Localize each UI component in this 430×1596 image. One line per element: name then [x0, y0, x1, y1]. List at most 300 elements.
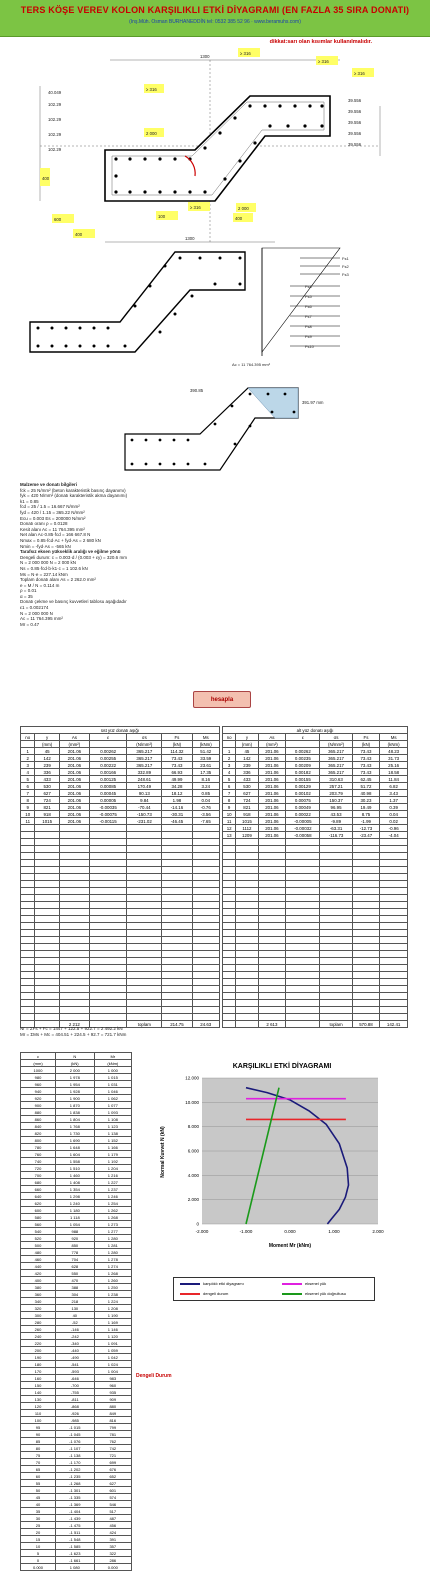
empty-cell [192, 951, 219, 958]
table-cell: 1.98 [162, 797, 192, 804]
table-cell: 8.16 [192, 776, 219, 783]
total-label: toplam [320, 1021, 352, 1028]
empty-cell [352, 937, 380, 944]
table-cell: 3 [223, 762, 236, 769]
empty-cell [236, 937, 258, 944]
table-row [21, 1214, 132, 1221]
empty-cell [352, 867, 380, 874]
empty-cell [380, 979, 408, 986]
empty-cell [236, 923, 258, 930]
empty-cell [89, 860, 126, 867]
empty-cell [35, 979, 59, 986]
table-row [21, 1424, 132, 1431]
table-cell: 65 [21, 1466, 56, 1473]
table-cell: 1015 [35, 818, 59, 825]
table-cell: 627 [236, 790, 258, 797]
table-cell: 142 [236, 755, 258, 762]
empty-cell [352, 951, 380, 958]
table-cell: 50 [21, 1487, 56, 1494]
table-cell: 627 [94, 1480, 131, 1487]
table-cell: 620 [21, 1200, 56, 1207]
table-cell: 1 273 [94, 1221, 131, 1228]
empty-cell [21, 874, 35, 881]
table-cell: 48.23 [380, 748, 408, 755]
col-header: ε [89, 734, 126, 741]
table-cell: 1 123 [94, 1123, 131, 1130]
empty-cell [162, 1000, 192, 1007]
empty-cell [223, 839, 236, 846]
empty-cell [89, 832, 126, 839]
table-cell: 201.06 [258, 783, 286, 790]
table-cell: 0.00262 [89, 748, 126, 755]
table-cell: 0.00209 [286, 762, 320, 769]
title-bar [0, 0, 430, 37]
empty-cell [59, 874, 89, 881]
empty-cell [59, 1007, 89, 1014]
legend-swatch [180, 1293, 200, 1295]
table-cell: 724 [236, 797, 258, 804]
param-line: e = M / N = 0.114 m [20, 582, 60, 588]
table-cell: 201.06 [258, 818, 286, 825]
empty-cell [21, 881, 35, 888]
table-cell: 201.06 [59, 818, 89, 825]
empty-cell [320, 874, 352, 881]
table-row [21, 1529, 132, 1536]
empty-cell [380, 874, 408, 881]
table-cell: -490 [56, 1354, 95, 1361]
table-cell: -700 [56, 1382, 95, 1389]
empty-cell [236, 993, 258, 1000]
table-row [21, 1375, 132, 1382]
table-row [21, 1270, 132, 1277]
empty-row [223, 951, 408, 958]
table-row [21, 1557, 132, 1564]
table-cell: 73.43 [352, 748, 380, 755]
table-row [21, 1361, 132, 1368]
empty-cell [162, 853, 192, 860]
table-cell: 480 [21, 1249, 56, 1256]
table-row [223, 818, 408, 825]
table-row [21, 1221, 132, 1228]
table-row [21, 1340, 132, 1347]
table-cell: 721 [94, 1452, 131, 1459]
svg-text:Fs3: Fs3 [342, 272, 349, 277]
empty-cell [162, 958, 192, 965]
table-cell: 1 062 [94, 1095, 131, 1102]
empty-row [21, 951, 220, 958]
table-cell: 546 [94, 1501, 131, 1508]
param-line: Net alan Ac·0.85·fcd = 166 667.8 N [20, 532, 91, 538]
svg-text:Fs9: Fs9 [305, 334, 312, 339]
table-cell: 201.06 [258, 811, 286, 818]
param-line: Ac = 11 764.395 mm² [20, 616, 63, 622]
table-cell: -0.00035 [89, 804, 126, 811]
table-cell: -926 [56, 1410, 95, 1417]
empty-row [21, 867, 220, 874]
total-as: 2 613 [258, 1021, 286, 1028]
col-header: Fs [162, 734, 192, 741]
table-cell: 365.217 [127, 762, 162, 769]
table-cell: 365.217 [320, 762, 352, 769]
y-tick-label: 8.000 [187, 1124, 199, 1130]
empty-row [223, 839, 408, 846]
table-cell: 0.00085 [89, 783, 126, 790]
empty-cell [21, 888, 35, 895]
empty-cell [236, 951, 258, 958]
svg-text:400: 400 [235, 216, 243, 221]
table-cell: 0.00222 [89, 762, 126, 769]
empty-cell [127, 853, 162, 860]
empty-cell [59, 881, 89, 888]
section-drawing [0, 46, 430, 246]
empty-cell [127, 860, 162, 867]
param-line: k1 = 0.85 [20, 498, 39, 504]
table-cell: 433 [236, 776, 258, 783]
table-cell: 1 978 [56, 1074, 95, 1081]
empty-row [223, 895, 408, 902]
param-line: Donatı çekme ve basınç kuvvetleri tablosu aşağıdadır [20, 599, 127, 605]
empty-cell [286, 916, 320, 923]
table-cell: 601 [94, 1487, 131, 1494]
table-cell: 1 216 [94, 1172, 131, 1179]
table-cell: -1 107 [56, 1445, 95, 1452]
empty-cell [352, 874, 380, 881]
table-cell: 1 138 [94, 1130, 131, 1137]
empty-cell [127, 888, 162, 895]
calculate-button[interactable]: hesapla [193, 691, 251, 708]
table-row [21, 1144, 132, 1151]
table-cell: -46.45 [162, 818, 192, 825]
empty-cell [236, 846, 258, 853]
empty-row [223, 846, 408, 853]
table-cell: 5 [223, 776, 236, 783]
table-cell: 1 768 [56, 1123, 95, 1130]
empty-cell [162, 888, 192, 895]
x-tick-label: 0.000 [284, 1229, 296, 1234]
table-cell: 11 [223, 818, 236, 825]
table-cell: 1 080 [56, 1564, 95, 1571]
empty-cell [89, 1000, 126, 1007]
empty-cell [286, 972, 320, 979]
empty-cell [21, 1000, 35, 1007]
empty-cell [320, 923, 352, 930]
empty-cell [59, 902, 89, 909]
table-cell: 1 280 [94, 1235, 131, 1242]
empty-cell [258, 944, 286, 951]
table-cell: 0.00102 [286, 790, 320, 797]
empty-cell [258, 923, 286, 930]
empty-cell [127, 937, 162, 944]
table-cell: 1 108 [94, 1116, 131, 1123]
table-cell: 201.06 [258, 825, 286, 832]
empty-cell [127, 993, 162, 1000]
table-row [21, 1249, 132, 1256]
table-cell: 2 [223, 755, 236, 762]
table-row [223, 790, 408, 797]
empty-cell [59, 853, 89, 860]
table-row [21, 1172, 132, 1179]
empty-row [21, 909, 220, 916]
table-cell: 960 [94, 1382, 131, 1389]
empty-cell [320, 1000, 352, 1007]
table-cell: 627 [35, 790, 59, 797]
table-cell: 4 [21, 769, 35, 776]
table-cell: 0.00075 [286, 797, 320, 804]
empty-cell [89, 853, 126, 860]
empty-cell [320, 951, 352, 958]
table-cell: 1 250 [94, 1284, 131, 1291]
empty-cell [286, 860, 320, 867]
table-cell: 336 [236, 769, 258, 776]
svg-text:39.556: 39.556 [348, 109, 362, 114]
table-row [21, 1284, 132, 1291]
table-cell: 365.217 [127, 755, 162, 762]
force-diagram [0, 244, 430, 370]
empty-cell [59, 846, 89, 853]
empty-cell [162, 874, 192, 881]
total-ms: 142.41 [380, 1021, 408, 1028]
table-cell: 900 [21, 1102, 56, 1109]
table-cell: 816 [94, 1417, 131, 1424]
table-cell: 0.00049 [286, 804, 320, 811]
empty-cell [192, 881, 219, 888]
table-cell: 1 648 [56, 1144, 95, 1151]
table-cell: 201.06 [59, 811, 89, 818]
table-cell: 365.217 [320, 748, 352, 755]
table-row [21, 1494, 132, 1501]
empty-cell [286, 867, 320, 874]
empty-cell [127, 1014, 162, 1021]
empty-cell [286, 902, 320, 909]
empty-row [223, 1007, 408, 1014]
empty-cell [192, 930, 219, 937]
empty-cell [320, 881, 352, 888]
empty-cell [236, 867, 258, 874]
empty-cell [352, 993, 380, 1000]
table-cell: 201.06 [258, 755, 286, 762]
table-cell: 980 [21, 1074, 56, 1081]
table-cell: 1 246 [94, 1193, 131, 1200]
table-cell: -1 585 [56, 1543, 95, 1550]
empty-row [21, 1007, 220, 1014]
table-cell: 0.00005 [89, 797, 126, 804]
empty-cell [320, 853, 352, 860]
empty-cell [380, 853, 408, 860]
y-tick-label: 4.000 [187, 1172, 199, 1178]
table-cell: 0.00235 [286, 755, 320, 762]
table-cell: 440 [21, 1263, 56, 1270]
empty-cell [286, 1014, 320, 1021]
table-cell: 18.58 [380, 769, 408, 776]
table-cell: 918 [35, 811, 59, 818]
table-cell: 40 [21, 1501, 56, 1508]
empty-cell [258, 986, 286, 993]
empty-cell [127, 979, 162, 986]
empty-cell [223, 923, 236, 930]
table-cell: 30.23 [352, 797, 380, 804]
empty-cell [89, 986, 126, 993]
empty-cell [352, 902, 380, 909]
table-cell: 201.06 [258, 804, 286, 811]
table-cell: 70 [21, 1459, 56, 1466]
table-cell: 628 [56, 1263, 95, 1270]
table-cell: 762 [94, 1438, 131, 1445]
table-cell: 25.16 [380, 762, 408, 769]
table-cell: 6.82 [380, 783, 408, 790]
table-cell: 487 [94, 1515, 131, 1522]
param-line: Mr = 0.47 [20, 621, 40, 627]
empty-row [21, 1000, 220, 1007]
empty-cell [286, 846, 320, 853]
table-cell: 850 [56, 1242, 95, 1249]
empty-cell [380, 993, 408, 1000]
param-line: fyd = 420 / 1.15 = 365.22 N/mm² [20, 509, 85, 515]
empty-cell [127, 839, 162, 846]
x-tick-label: 1.000 [328, 1229, 340, 1234]
empty-cell [127, 867, 162, 874]
empty-cell [59, 895, 89, 902]
table-cell: 0.00166 [89, 769, 126, 776]
empty-cell [380, 839, 408, 846]
table-cell: -30.31 [162, 811, 192, 818]
empty-row [223, 888, 408, 895]
empty-cell [380, 923, 408, 930]
table-row [21, 1564, 132, 1571]
table-row [21, 1431, 132, 1438]
empty-cell [320, 965, 352, 972]
empty-cell [35, 916, 59, 923]
empty-cell [59, 930, 89, 937]
legend-label: eksenel yük doğrultusu [305, 1291, 346, 1296]
empty-cell [320, 937, 352, 944]
empty-cell [380, 958, 408, 965]
table-cell: 840 [21, 1123, 56, 1130]
table-row [21, 1200, 132, 1207]
table-cell: 73.43 [162, 755, 192, 762]
table-cell: 7 [223, 790, 236, 797]
empty-cell [89, 909, 126, 916]
table-cell: -12.73 [352, 825, 380, 832]
param-line: Kesit alanı Ac = 11 764.395 mm² [20, 526, 85, 532]
table-cell: 90 [21, 1431, 56, 1438]
empty-cell [35, 825, 59, 832]
table-cell: 4 [223, 769, 236, 776]
table-cell: 0.000 [21, 1564, 56, 1571]
empty-cell [223, 979, 236, 986]
empty-cell [127, 965, 162, 972]
legend-swatch [180, 1283, 200, 1285]
empty-row [21, 874, 220, 881]
table-cell: -1 335 [56, 1494, 95, 1501]
empty-row [223, 930, 408, 937]
table-cell: -1 404 [56, 1508, 95, 1515]
table-cell: 75 [21, 1452, 56, 1459]
table-cell: 1 254 [94, 1200, 131, 1207]
empty-cell [162, 944, 192, 951]
empty-cell [223, 874, 236, 881]
table-cell: 1 204 [94, 1165, 131, 1172]
table-cell: 300 [21, 1312, 56, 1319]
table-cell: 600 [21, 1207, 56, 1214]
table-cell: -0.96 [380, 825, 408, 832]
table-row [21, 1347, 132, 1354]
empty-cell [320, 888, 352, 895]
table-cell: -1 301 [56, 1487, 95, 1494]
empty-row [223, 979, 408, 986]
svg-text:≥ 316: ≥ 316 [146, 87, 157, 92]
empty-cell [320, 909, 352, 916]
empty-cell [236, 909, 258, 916]
table-row [21, 1242, 132, 1249]
table-cell: -1 623 [56, 1550, 95, 1557]
table-cell: 142 [35, 755, 59, 762]
empty-cell [352, 1014, 380, 1021]
table-row [21, 1368, 132, 1375]
empty-cell [21, 958, 35, 965]
empty-cell [258, 1000, 286, 1007]
table-cell: 150.37 [320, 797, 352, 804]
col-header: Ms [192, 734, 219, 741]
table-cell: 304 [56, 1291, 95, 1298]
empty-cell [192, 1014, 219, 1021]
empty-cell [380, 909, 408, 916]
table-cell: 780 [21, 1144, 56, 1151]
table-row [21, 811, 220, 818]
svg-text:Fs6: Fs6 [305, 304, 312, 309]
empty-cell [89, 916, 126, 923]
table-row [21, 1543, 132, 1550]
empty-cell [236, 1000, 258, 1007]
empty-cell [21, 993, 35, 1000]
empty-cell [127, 930, 162, 937]
param-line: N = 2 000 000 N [20, 610, 53, 616]
empty-cell [89, 937, 126, 944]
table-cell: -9.89 [320, 818, 352, 825]
table-cell: -1 045 [56, 1431, 95, 1438]
empty-cell [35, 888, 59, 895]
page-subtitle: (Inş.Müh. Osman BURHANEDDİN tel: 0532 385 52 96 · www.beramuhs.com) [129, 19, 301, 25]
empty-cell [380, 930, 408, 937]
table-row [21, 1515, 132, 1522]
table-cell: 0.02 [380, 818, 408, 825]
summary-line: Mr = ΣMs + Mc = 404.51 + 224.5 + 92.7 = 721.7 kNm [20, 1032, 127, 1037]
empty-cell [352, 923, 380, 930]
empty-row [21, 1014, 220, 1021]
table-row [21, 1312, 132, 1319]
table-cell: 3 [21, 762, 35, 769]
empty-cell [127, 944, 162, 951]
param-line: Ecu = 0.003 Es = 200000 N/mm² [20, 515, 86, 521]
empty-cell [21, 1007, 35, 1014]
empty-cell [258, 909, 286, 916]
empty-cell [192, 846, 219, 853]
empty-cell [223, 916, 236, 923]
table-cell: -1 235 [56, 1473, 95, 1480]
empty-cell [127, 832, 162, 839]
col-header: As [258, 734, 286, 741]
empty-row [223, 867, 408, 874]
empty-cell [286, 1021, 320, 1028]
table-cell: 0.00182 [286, 769, 320, 776]
table-cell: 920 [56, 1235, 95, 1242]
table-row [21, 1228, 132, 1235]
empty-cell [162, 860, 192, 867]
empty-cell [35, 867, 59, 874]
empty-cell [59, 958, 89, 965]
total-fs: 214.75 [162, 1021, 192, 1028]
empty-cell [320, 1007, 352, 1014]
table-cell: 220 [21, 1340, 56, 1347]
